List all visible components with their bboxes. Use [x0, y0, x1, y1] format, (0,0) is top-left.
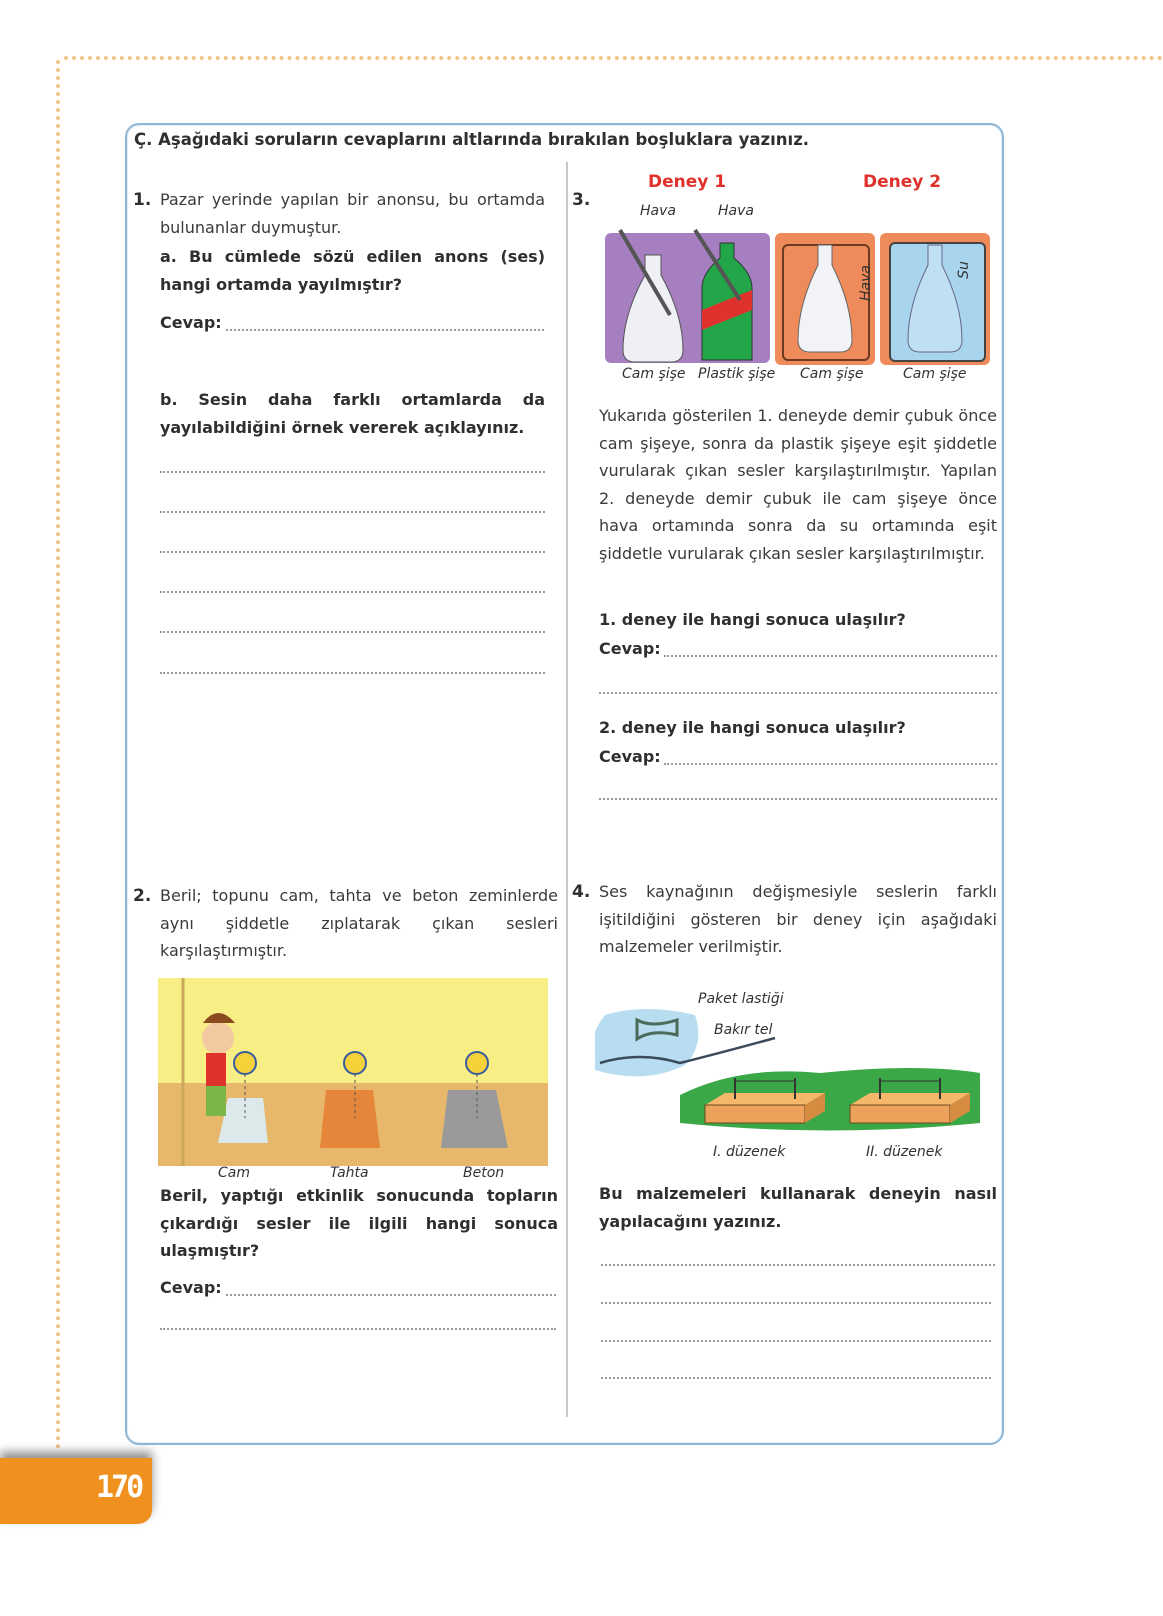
q4-question: Bu malzemeleri kullanarak deneyin nasıl yapılacağını yazınız.	[599, 1184, 997, 1231]
q3-answer-label-2: Cevap:	[599, 747, 661, 766]
q3-answer-line-1[interactable]	[664, 655, 997, 657]
caption-cam-sise-3: Cam şişe	[903, 366, 967, 382]
hava-label-2: Hava	[718, 203, 754, 219]
q3-question-2: 2. deney ile hangi sonuca ulaşılır?	[599, 718, 906, 737]
q1a-answer-line[interactable]	[226, 329, 544, 331]
label-paket-lastigi: Paket lastiği	[698, 991, 784, 1007]
ball-icon	[344, 1052, 366, 1074]
q3-question-1: 1. deney ile hangi sonuca ulaşılır?	[599, 610, 906, 629]
decorative-border-top	[64, 56, 1163, 60]
label-duzenek-2: II. düzenek	[866, 1144, 943, 1160]
q4-answer-line[interactable]	[601, 1340, 991, 1342]
column-divider	[566, 162, 568, 1417]
label-cam: Cam	[218, 1165, 250, 1181]
q2-answer-line-2[interactable]	[160, 1328, 556, 1330]
q2-text: Beril; topunu cam, tahta ve beton zeminlerde aynı şiddetle zıplatarak çıkan sesleri karşılaştırmıştır.	[160, 886, 558, 960]
q1-number: 1.	[133, 190, 152, 210]
bottle-experiment-illustration	[600, 215, 995, 365]
q3-answer-line-2b[interactable]	[599, 798, 997, 800]
caption-cam-sise-1: Cam şişe	[622, 366, 686, 382]
q4-answer-line[interactable]	[601, 1302, 991, 1304]
hava-label-1: Hava	[640, 203, 676, 219]
q4-text: Ses kaynağının değişmesiyle seslerin farklı işitildiğini gösteren bir deney için aşağıdaki malzemeler verilmiştir.	[599, 882, 997, 956]
q3-answer-line-1b[interactable]	[599, 692, 997, 694]
label-bakir-tel: Bakır tel	[714, 1022, 773, 1038]
q2-question: Beril, yaptığı etkinlik sonucunda topların çıkardığı sesler ile ilgili hangi sonuca ulaşmıştır?	[160, 1186, 558, 1260]
decorative-border-left	[56, 60, 60, 1450]
q3-answer-line-2[interactable]	[664, 763, 997, 765]
q2-answer-label: Cevap:	[160, 1278, 222, 1297]
label-beton: Beton	[463, 1165, 505, 1181]
q1b-answer-line[interactable]	[160, 631, 545, 633]
q1b-answer-line[interactable]	[160, 471, 545, 473]
hava-label-3: Hava	[857, 265, 874, 301]
q4-answer-line[interactable]	[601, 1377, 991, 1379]
su-label: Su	[955, 261, 972, 279]
deney2-title: Deney 2	[863, 172, 942, 192]
wood-tile	[320, 1090, 380, 1148]
q3-answer-label-1: Cevap:	[599, 639, 661, 658]
q2-answer-line[interactable]	[226, 1294, 556, 1296]
label-tahta: Tahta	[330, 1165, 369, 1181]
q1a-answer-label: Cevap:	[160, 313, 222, 332]
page-number: 170	[96, 1470, 142, 1505]
ball-icon	[466, 1052, 488, 1074]
q1a-question: a. Bu cümlede sözü edilen anons (ses) hangi ortamda yayılmıştır?	[160, 247, 545, 294]
q1b-answer-line[interactable]	[160, 672, 545, 674]
q2-number: 2.	[133, 886, 152, 906]
q1b-answer-line[interactable]	[160, 591, 545, 593]
materials-illustration	[595, 995, 990, 1145]
q3-text: Yukarıda gösterilen 1. deneyde demir çubuk önce cam şişeye, sonra da plastik şişeye eşit şiddetle vurularak çıkan sesler karşılaştırılmıştır. Yapılan 2. deneyde demir çubuk ile cam şişeye önce hava ortamında sonra da su ortamında eşit şiddetle vurularak çıkan sesler karşılaştırılmıştır.	[599, 406, 997, 563]
q1b-question: b. Sesin daha farklı ortamlarda da yayılabildiğini örnek vererek açıklayınız.	[160, 390, 545, 437]
caption-plastik-sise: Plastik şişe	[698, 366, 776, 382]
caption-cam-sise-2: Cam şişe	[800, 366, 864, 382]
label-duzenek-1: I. düzenek	[713, 1144, 786, 1160]
q1b-answer-line[interactable]	[160, 511, 545, 513]
q1b-answer-line[interactable]	[160, 551, 545, 553]
q3-number: 3.	[572, 190, 591, 210]
ball-bounce-illustration	[158, 978, 548, 1166]
material-background	[595, 1009, 698, 1076]
q4-number: 4.	[572, 882, 591, 902]
q4-answer-line[interactable]	[601, 1264, 995, 1266]
girl-figure	[202, 1022, 234, 1054]
ball-icon	[234, 1052, 256, 1074]
deney1-title: Deney 1	[648, 172, 727, 192]
section-heading: Ç. Aşağıdaki soruların cevaplarını altlarında bırakılan boşluklara yazınız.	[134, 130, 810, 149]
q1-text: Pazar yerinde yapılan bir anonsu, bu ortamda bulunanlar duymuştur.	[160, 190, 545, 237]
